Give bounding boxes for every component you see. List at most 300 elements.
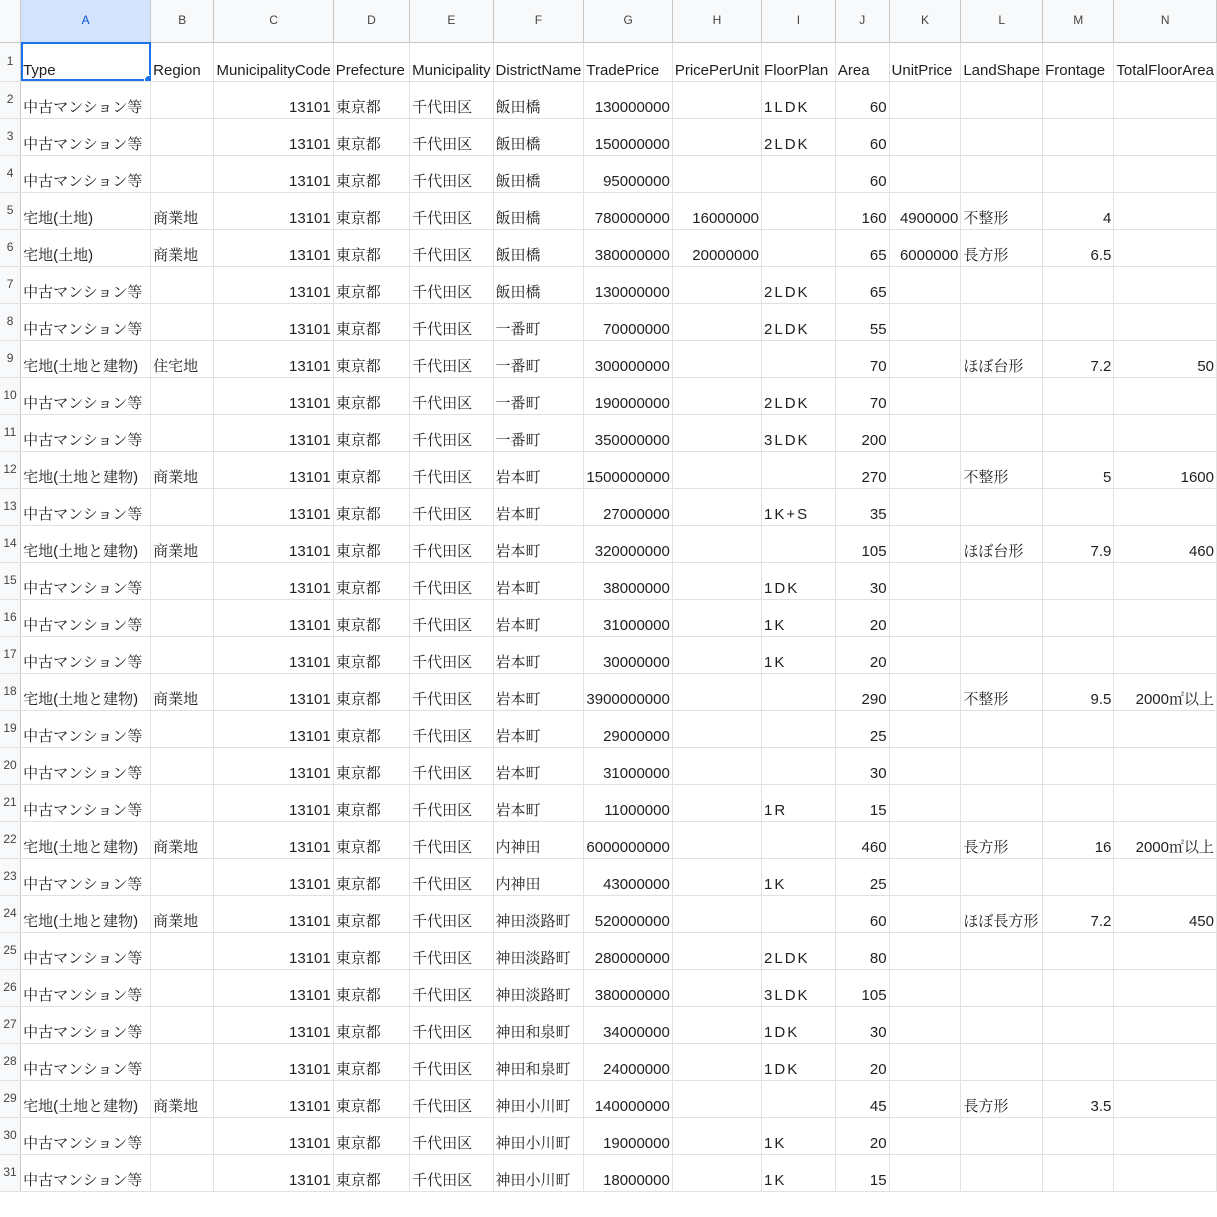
- cell[interactable]: 商業地: [151, 673, 214, 710]
- cell[interactable]: 東京都: [333, 81, 409, 118]
- cell[interactable]: [762, 673, 836, 710]
- cell[interactable]: 2LDK: [762, 377, 836, 414]
- cell[interactable]: 中古マンション等: [21, 377, 151, 414]
- cell[interactable]: [672, 525, 761, 562]
- cell[interactable]: [762, 451, 836, 488]
- cell[interactable]: 長方形: [961, 1080, 1043, 1117]
- cell[interactable]: 45: [835, 1080, 889, 1117]
- cell[interactable]: 520000000: [584, 895, 672, 932]
- cell[interactable]: [762, 1080, 836, 1117]
- cell[interactable]: [762, 155, 836, 192]
- cell[interactable]: 東京都: [333, 599, 409, 636]
- cell[interactable]: 東京都: [333, 747, 409, 784]
- cell[interactable]: 7.2: [1043, 895, 1114, 932]
- cell[interactable]: [672, 673, 761, 710]
- cell[interactable]: [1114, 932, 1217, 969]
- cell[interactable]: [672, 562, 761, 599]
- cell[interactable]: 450: [1114, 895, 1217, 932]
- cell[interactable]: [672, 932, 761, 969]
- cell[interactable]: [1114, 414, 1217, 451]
- cell[interactable]: 200: [835, 414, 889, 451]
- cell[interactable]: 千代田区: [410, 303, 493, 340]
- cell[interactable]: 13101: [214, 1154, 333, 1191]
- cell[interactable]: 東京都: [333, 451, 409, 488]
- cell[interactable]: [889, 710, 961, 747]
- cell[interactable]: 東京都: [333, 192, 409, 229]
- cell[interactable]: [961, 710, 1043, 747]
- header-cell[interactable]: Municipality: [410, 42, 493, 81]
- cell[interactable]: 神田和泉町: [493, 1043, 584, 1080]
- cell[interactable]: 商業地: [151, 451, 214, 488]
- cell[interactable]: [889, 377, 961, 414]
- header-cell[interactable]: DistrictName: [493, 42, 584, 81]
- cell[interactable]: 一番町: [493, 340, 584, 377]
- cell[interactable]: 20: [835, 636, 889, 673]
- cell[interactable]: 岩本町: [493, 784, 584, 821]
- cell[interactable]: 千代田区: [410, 895, 493, 932]
- cell[interactable]: 東京都: [333, 784, 409, 821]
- column-header-k[interactable]: K: [889, 0, 961, 42]
- cell[interactable]: 130000000: [584, 266, 672, 303]
- cell[interactable]: 中古マンション等: [21, 1154, 151, 1191]
- cell[interactable]: [961, 747, 1043, 784]
- cell[interactable]: 380000000: [584, 969, 672, 1006]
- row-number[interactable]: 16: [0, 599, 21, 636]
- cell[interactable]: [672, 747, 761, 784]
- cell[interactable]: [151, 266, 214, 303]
- cell[interactable]: [961, 858, 1043, 895]
- cell[interactable]: [1043, 562, 1114, 599]
- column-header-i[interactable]: I: [762, 0, 836, 42]
- cell[interactable]: 東京都: [333, 1117, 409, 1154]
- cell[interactable]: 東京都: [333, 340, 409, 377]
- cell[interactable]: 中古マンション等: [21, 710, 151, 747]
- cell[interactable]: ほぼ台形: [961, 340, 1043, 377]
- cell[interactable]: 千代田区: [410, 192, 493, 229]
- cell[interactable]: 商業地: [151, 895, 214, 932]
- cell[interactable]: [1043, 266, 1114, 303]
- cell[interactable]: 70: [835, 377, 889, 414]
- cell[interactable]: [1043, 377, 1114, 414]
- cell[interactable]: [151, 784, 214, 821]
- cell[interactable]: [762, 340, 836, 377]
- cell[interactable]: [1043, 858, 1114, 895]
- cell[interactable]: 1K: [762, 636, 836, 673]
- cell[interactable]: [1114, 562, 1217, 599]
- cell[interactable]: [961, 414, 1043, 451]
- cell[interactable]: 270: [835, 451, 889, 488]
- cell[interactable]: 中古マンション等: [21, 562, 151, 599]
- cell[interactable]: [762, 710, 836, 747]
- cell[interactable]: 320000000: [584, 525, 672, 562]
- cell[interactable]: 千代田区: [410, 636, 493, 673]
- cell[interactable]: [961, 784, 1043, 821]
- cell[interactable]: [1043, 1154, 1114, 1191]
- cell[interactable]: [889, 1117, 961, 1154]
- cell[interactable]: 30: [835, 1006, 889, 1043]
- cell[interactable]: 3LDK: [762, 969, 836, 1006]
- cell[interactable]: 中古マンション等: [21, 599, 151, 636]
- cell[interactable]: 13101: [214, 340, 333, 377]
- cell[interactable]: 60: [835, 118, 889, 155]
- cell[interactable]: 千代田区: [410, 821, 493, 858]
- cell[interactable]: 1K+S: [762, 488, 836, 525]
- header-cell[interactable]: UnitPrice: [889, 42, 961, 81]
- cell[interactable]: 13101: [214, 118, 333, 155]
- cell[interactable]: [1043, 710, 1114, 747]
- cell[interactable]: 岩本町: [493, 599, 584, 636]
- cell[interactable]: [889, 747, 961, 784]
- row-number[interactable]: 5: [0, 192, 21, 229]
- cell[interactable]: [961, 377, 1043, 414]
- cell[interactable]: 中古マンション等: [21, 303, 151, 340]
- cell[interactable]: 70: [835, 340, 889, 377]
- cell[interactable]: [1114, 303, 1217, 340]
- cell[interactable]: [1114, 118, 1217, 155]
- cell[interactable]: 5: [1043, 451, 1114, 488]
- cell[interactable]: 神田小川町: [493, 1080, 584, 1117]
- cell[interactable]: 中古マンション等: [21, 969, 151, 1006]
- column-header-g[interactable]: G: [584, 0, 672, 42]
- cell[interactable]: 長方形: [961, 229, 1043, 266]
- cell[interactable]: 千代田区: [410, 451, 493, 488]
- cell[interactable]: 1K: [762, 1154, 836, 1191]
- row-number[interactable]: 12: [0, 451, 21, 488]
- cell[interactable]: 東京都: [333, 562, 409, 599]
- row-number[interactable]: 27: [0, 1006, 21, 1043]
- cell[interactable]: 不整形: [961, 673, 1043, 710]
- cell[interactable]: 中古マンション等: [21, 932, 151, 969]
- row-number[interactable]: 25: [0, 932, 21, 969]
- cell[interactable]: [151, 303, 214, 340]
- row-number[interactable]: 20: [0, 747, 21, 784]
- cell[interactable]: 千代田区: [410, 1080, 493, 1117]
- cell[interactable]: 70000000: [584, 303, 672, 340]
- cell[interactable]: 東京都: [333, 710, 409, 747]
- cell[interactable]: [151, 932, 214, 969]
- cell[interactable]: [1043, 784, 1114, 821]
- row-number[interactable]: 29: [0, 1080, 21, 1117]
- cell[interactable]: 中古マンション等: [21, 155, 151, 192]
- cell[interactable]: 11000000: [584, 784, 672, 821]
- cell[interactable]: 東京都: [333, 932, 409, 969]
- cell[interactable]: 1600: [1114, 451, 1217, 488]
- cell[interactable]: [672, 266, 761, 303]
- cell[interactable]: [1114, 1006, 1217, 1043]
- cell[interactable]: [889, 932, 961, 969]
- cell[interactable]: 30: [835, 747, 889, 784]
- cell[interactable]: 13101: [214, 895, 333, 932]
- cell[interactable]: 350000000: [584, 414, 672, 451]
- cell[interactable]: [1114, 784, 1217, 821]
- cell[interactable]: [889, 488, 961, 525]
- cell[interactable]: [889, 266, 961, 303]
- cell[interactable]: [151, 747, 214, 784]
- cell[interactable]: 1DK: [762, 1043, 836, 1080]
- cell[interactable]: [1043, 303, 1114, 340]
- cell[interactable]: 55: [835, 303, 889, 340]
- cell[interactable]: 3.5: [1043, 1080, 1114, 1117]
- cell[interactable]: 31000000: [584, 747, 672, 784]
- cell[interactable]: 13101: [214, 599, 333, 636]
- cell[interactable]: [1114, 1154, 1217, 1191]
- cell[interactable]: 13101: [214, 821, 333, 858]
- cell[interactable]: [151, 488, 214, 525]
- cell[interactable]: [762, 525, 836, 562]
- cell[interactable]: 千代田区: [410, 1006, 493, 1043]
- cell[interactable]: [961, 932, 1043, 969]
- cell[interactable]: [672, 858, 761, 895]
- cell[interactable]: 東京都: [333, 525, 409, 562]
- cell[interactable]: 岩本町: [493, 636, 584, 673]
- cell[interactable]: 13101: [214, 81, 333, 118]
- cell[interactable]: [1114, 229, 1217, 266]
- cell[interactable]: 13101: [214, 414, 333, 451]
- column-header-d[interactable]: D: [333, 0, 409, 42]
- cell[interactable]: [961, 1006, 1043, 1043]
- cell[interactable]: [1114, 747, 1217, 784]
- header-cell[interactable]: PricePerUnit: [672, 42, 761, 81]
- cell[interactable]: [672, 118, 761, 155]
- cell[interactable]: [889, 525, 961, 562]
- cell[interactable]: 20: [835, 1043, 889, 1080]
- cell[interactable]: 商業地: [151, 1080, 214, 1117]
- cell[interactable]: 30: [835, 562, 889, 599]
- cell[interactable]: [889, 636, 961, 673]
- cell[interactable]: [961, 488, 1043, 525]
- cell[interactable]: 中古マンション等: [21, 784, 151, 821]
- cell[interactable]: [1114, 488, 1217, 525]
- cell[interactable]: 1500000000: [584, 451, 672, 488]
- header-cell[interactable]: FloorPlan: [762, 42, 836, 81]
- cell[interactable]: [151, 599, 214, 636]
- cell[interactable]: 60: [835, 155, 889, 192]
- cell[interactable]: 13101: [214, 192, 333, 229]
- row-number[interactable]: 7: [0, 266, 21, 303]
- cell[interactable]: [672, 821, 761, 858]
- cell[interactable]: 宅地(土地): [21, 229, 151, 266]
- cell[interactable]: [672, 1080, 761, 1117]
- cell[interactable]: 13101: [214, 784, 333, 821]
- cell[interactable]: 内神田: [493, 858, 584, 895]
- cell[interactable]: ほぼ長方形: [961, 895, 1043, 932]
- cell[interactable]: 13101: [214, 451, 333, 488]
- cell[interactable]: 東京都: [333, 895, 409, 932]
- cell[interactable]: 20: [835, 599, 889, 636]
- cell[interactable]: [889, 414, 961, 451]
- cell[interactable]: [1043, 599, 1114, 636]
- cell[interactable]: [1043, 81, 1114, 118]
- cell[interactable]: 150000000: [584, 118, 672, 155]
- cell[interactable]: 3900000000: [584, 673, 672, 710]
- cell[interactable]: 千代田区: [410, 710, 493, 747]
- cell[interactable]: [889, 118, 961, 155]
- cell[interactable]: 65: [835, 229, 889, 266]
- row-number[interactable]: 28: [0, 1043, 21, 1080]
- cell[interactable]: 60: [835, 895, 889, 932]
- cell[interactable]: [1114, 192, 1217, 229]
- cell[interactable]: 東京都: [333, 1006, 409, 1043]
- cell[interactable]: [1114, 377, 1217, 414]
- cell[interactable]: 6000000000: [584, 821, 672, 858]
- cell[interactable]: 13101: [214, 969, 333, 1006]
- cell[interactable]: [151, 1043, 214, 1080]
- cell[interactable]: [889, 562, 961, 599]
- cell[interactable]: [151, 377, 214, 414]
- cell[interactable]: 13101: [214, 1080, 333, 1117]
- cell[interactable]: [1043, 1006, 1114, 1043]
- cell[interactable]: [151, 1154, 214, 1191]
- cell[interactable]: 宅地(土地と建物): [21, 1080, 151, 1117]
- cell[interactable]: 13101: [214, 525, 333, 562]
- cell[interactable]: 宅地(土地と建物): [21, 895, 151, 932]
- cell[interactable]: [889, 155, 961, 192]
- cell[interactable]: 千代田区: [410, 118, 493, 155]
- cell[interactable]: [889, 673, 961, 710]
- cell[interactable]: 東京都: [333, 229, 409, 266]
- cell[interactable]: [151, 858, 214, 895]
- cell[interactable]: 38000000: [584, 562, 672, 599]
- column-header-j[interactable]: J: [835, 0, 889, 42]
- cell[interactable]: 中古マンション等: [21, 1117, 151, 1154]
- column-header-f[interactable]: F: [493, 0, 584, 42]
- cell[interactable]: [1043, 747, 1114, 784]
- cell[interactable]: [889, 451, 961, 488]
- cell[interactable]: 飯田橋: [493, 81, 584, 118]
- cell[interactable]: 一番町: [493, 303, 584, 340]
- row-number[interactable]: 19: [0, 710, 21, 747]
- cell[interactable]: 東京都: [333, 377, 409, 414]
- cell[interactable]: 35: [835, 488, 889, 525]
- cell[interactable]: [889, 858, 961, 895]
- cell[interactable]: [151, 562, 214, 599]
- cell[interactable]: 2LDK: [762, 118, 836, 155]
- cell[interactable]: 東京都: [333, 266, 409, 303]
- cell[interactable]: 千代田区: [410, 1154, 493, 1191]
- cell[interactable]: [762, 895, 836, 932]
- cell[interactable]: 2LDK: [762, 266, 836, 303]
- cell[interactable]: ほぼ台形: [961, 525, 1043, 562]
- cell[interactable]: 中古マンション等: [21, 81, 151, 118]
- column-header-b[interactable]: B: [151, 0, 214, 42]
- cell[interactable]: [672, 303, 761, 340]
- cell[interactable]: 13101: [214, 710, 333, 747]
- cell[interactable]: 15: [835, 1154, 889, 1191]
- cell[interactable]: 不整形: [961, 192, 1043, 229]
- cell[interactable]: [672, 1006, 761, 1043]
- cell[interactable]: 宅地(土地と建物): [21, 340, 151, 377]
- row-number[interactable]: 10: [0, 377, 21, 414]
- cell[interactable]: 19000000: [584, 1117, 672, 1154]
- row-number[interactable]: 23: [0, 858, 21, 895]
- cell[interactable]: 東京都: [333, 673, 409, 710]
- cell[interactable]: 300000000: [584, 340, 672, 377]
- cell[interactable]: [672, 155, 761, 192]
- cell[interactable]: [1043, 1117, 1114, 1154]
- cell[interactable]: [889, 1043, 961, 1080]
- row-number[interactable]: 3: [0, 118, 21, 155]
- cell[interactable]: 千代田区: [410, 340, 493, 377]
- cell[interactable]: 飯田橋: [493, 266, 584, 303]
- cell[interactable]: 宅地(土地と建物): [21, 451, 151, 488]
- cell[interactable]: 4900000: [889, 192, 961, 229]
- column-header-h[interactable]: H: [672, 0, 761, 42]
- cell[interactable]: 中古マンション等: [21, 636, 151, 673]
- header-cell[interactable]: Frontage: [1043, 42, 1114, 81]
- cell[interactable]: 3LDK: [762, 414, 836, 451]
- cell[interactable]: 中古マンション等: [21, 858, 151, 895]
- row-number[interactable]: 21: [0, 784, 21, 821]
- cell[interactable]: 13101: [214, 1043, 333, 1080]
- cell[interactable]: 千代田区: [410, 229, 493, 266]
- cell[interactable]: [889, 81, 961, 118]
- row-number[interactable]: 17: [0, 636, 21, 673]
- cell[interactable]: 2LDK: [762, 303, 836, 340]
- cell[interactable]: 1K: [762, 1117, 836, 1154]
- cell[interactable]: [889, 969, 961, 1006]
- cell[interactable]: [151, 118, 214, 155]
- cell[interactable]: 岩本町: [493, 451, 584, 488]
- row-number[interactable]: 15: [0, 562, 21, 599]
- cell[interactable]: [1043, 414, 1114, 451]
- cell[interactable]: 15: [835, 784, 889, 821]
- row-number[interactable]: 14: [0, 525, 21, 562]
- cell[interactable]: 中古マンション等: [21, 1043, 151, 1080]
- row-number[interactable]: 31: [0, 1154, 21, 1191]
- cell[interactable]: [151, 81, 214, 118]
- cell[interactable]: 16: [1043, 821, 1114, 858]
- cell[interactable]: 160: [835, 192, 889, 229]
- header-cell[interactable]: Region: [151, 42, 214, 81]
- cell[interactable]: 東京都: [333, 118, 409, 155]
- cell[interactable]: [961, 562, 1043, 599]
- cell[interactable]: 宅地(土地と建物): [21, 673, 151, 710]
- cell[interactable]: 東京都: [333, 303, 409, 340]
- cell[interactable]: 神田淡路町: [493, 895, 584, 932]
- cell[interactable]: [961, 969, 1043, 1006]
- cell[interactable]: [889, 895, 961, 932]
- cell[interactable]: 2LDK: [762, 932, 836, 969]
- cell[interactable]: [762, 821, 836, 858]
- cell[interactable]: [961, 599, 1043, 636]
- cell[interactable]: [889, 821, 961, 858]
- cell[interactable]: 13101: [214, 488, 333, 525]
- cell[interactable]: 4: [1043, 192, 1114, 229]
- cell[interactable]: 東京都: [333, 858, 409, 895]
- cell[interactable]: 16000000: [672, 192, 761, 229]
- cell[interactable]: 13101: [214, 858, 333, 895]
- cell[interactable]: [672, 414, 761, 451]
- row-number[interactable]: 9: [0, 340, 21, 377]
- header-cell[interactable]: Area: [835, 42, 889, 81]
- cell[interactable]: [1114, 266, 1217, 303]
- select-all-corner[interactable]: [0, 0, 21, 42]
- cell[interactable]: 岩本町: [493, 488, 584, 525]
- cell[interactable]: [1043, 969, 1114, 1006]
- cell[interactable]: [672, 488, 761, 525]
- cell[interactable]: [151, 155, 214, 192]
- cell[interactable]: 13101: [214, 303, 333, 340]
- cell[interactable]: 780000000: [584, 192, 672, 229]
- cell[interactable]: [889, 1006, 961, 1043]
- cell[interactable]: 13101: [214, 747, 333, 784]
- cell[interactable]: 飯田橋: [493, 192, 584, 229]
- cell[interactable]: 13101: [214, 155, 333, 192]
- row-number[interactable]: 1: [0, 42, 21, 81]
- cell[interactable]: [672, 1154, 761, 1191]
- cell[interactable]: 千代田区: [410, 932, 493, 969]
- cell[interactable]: 380000000: [584, 229, 672, 266]
